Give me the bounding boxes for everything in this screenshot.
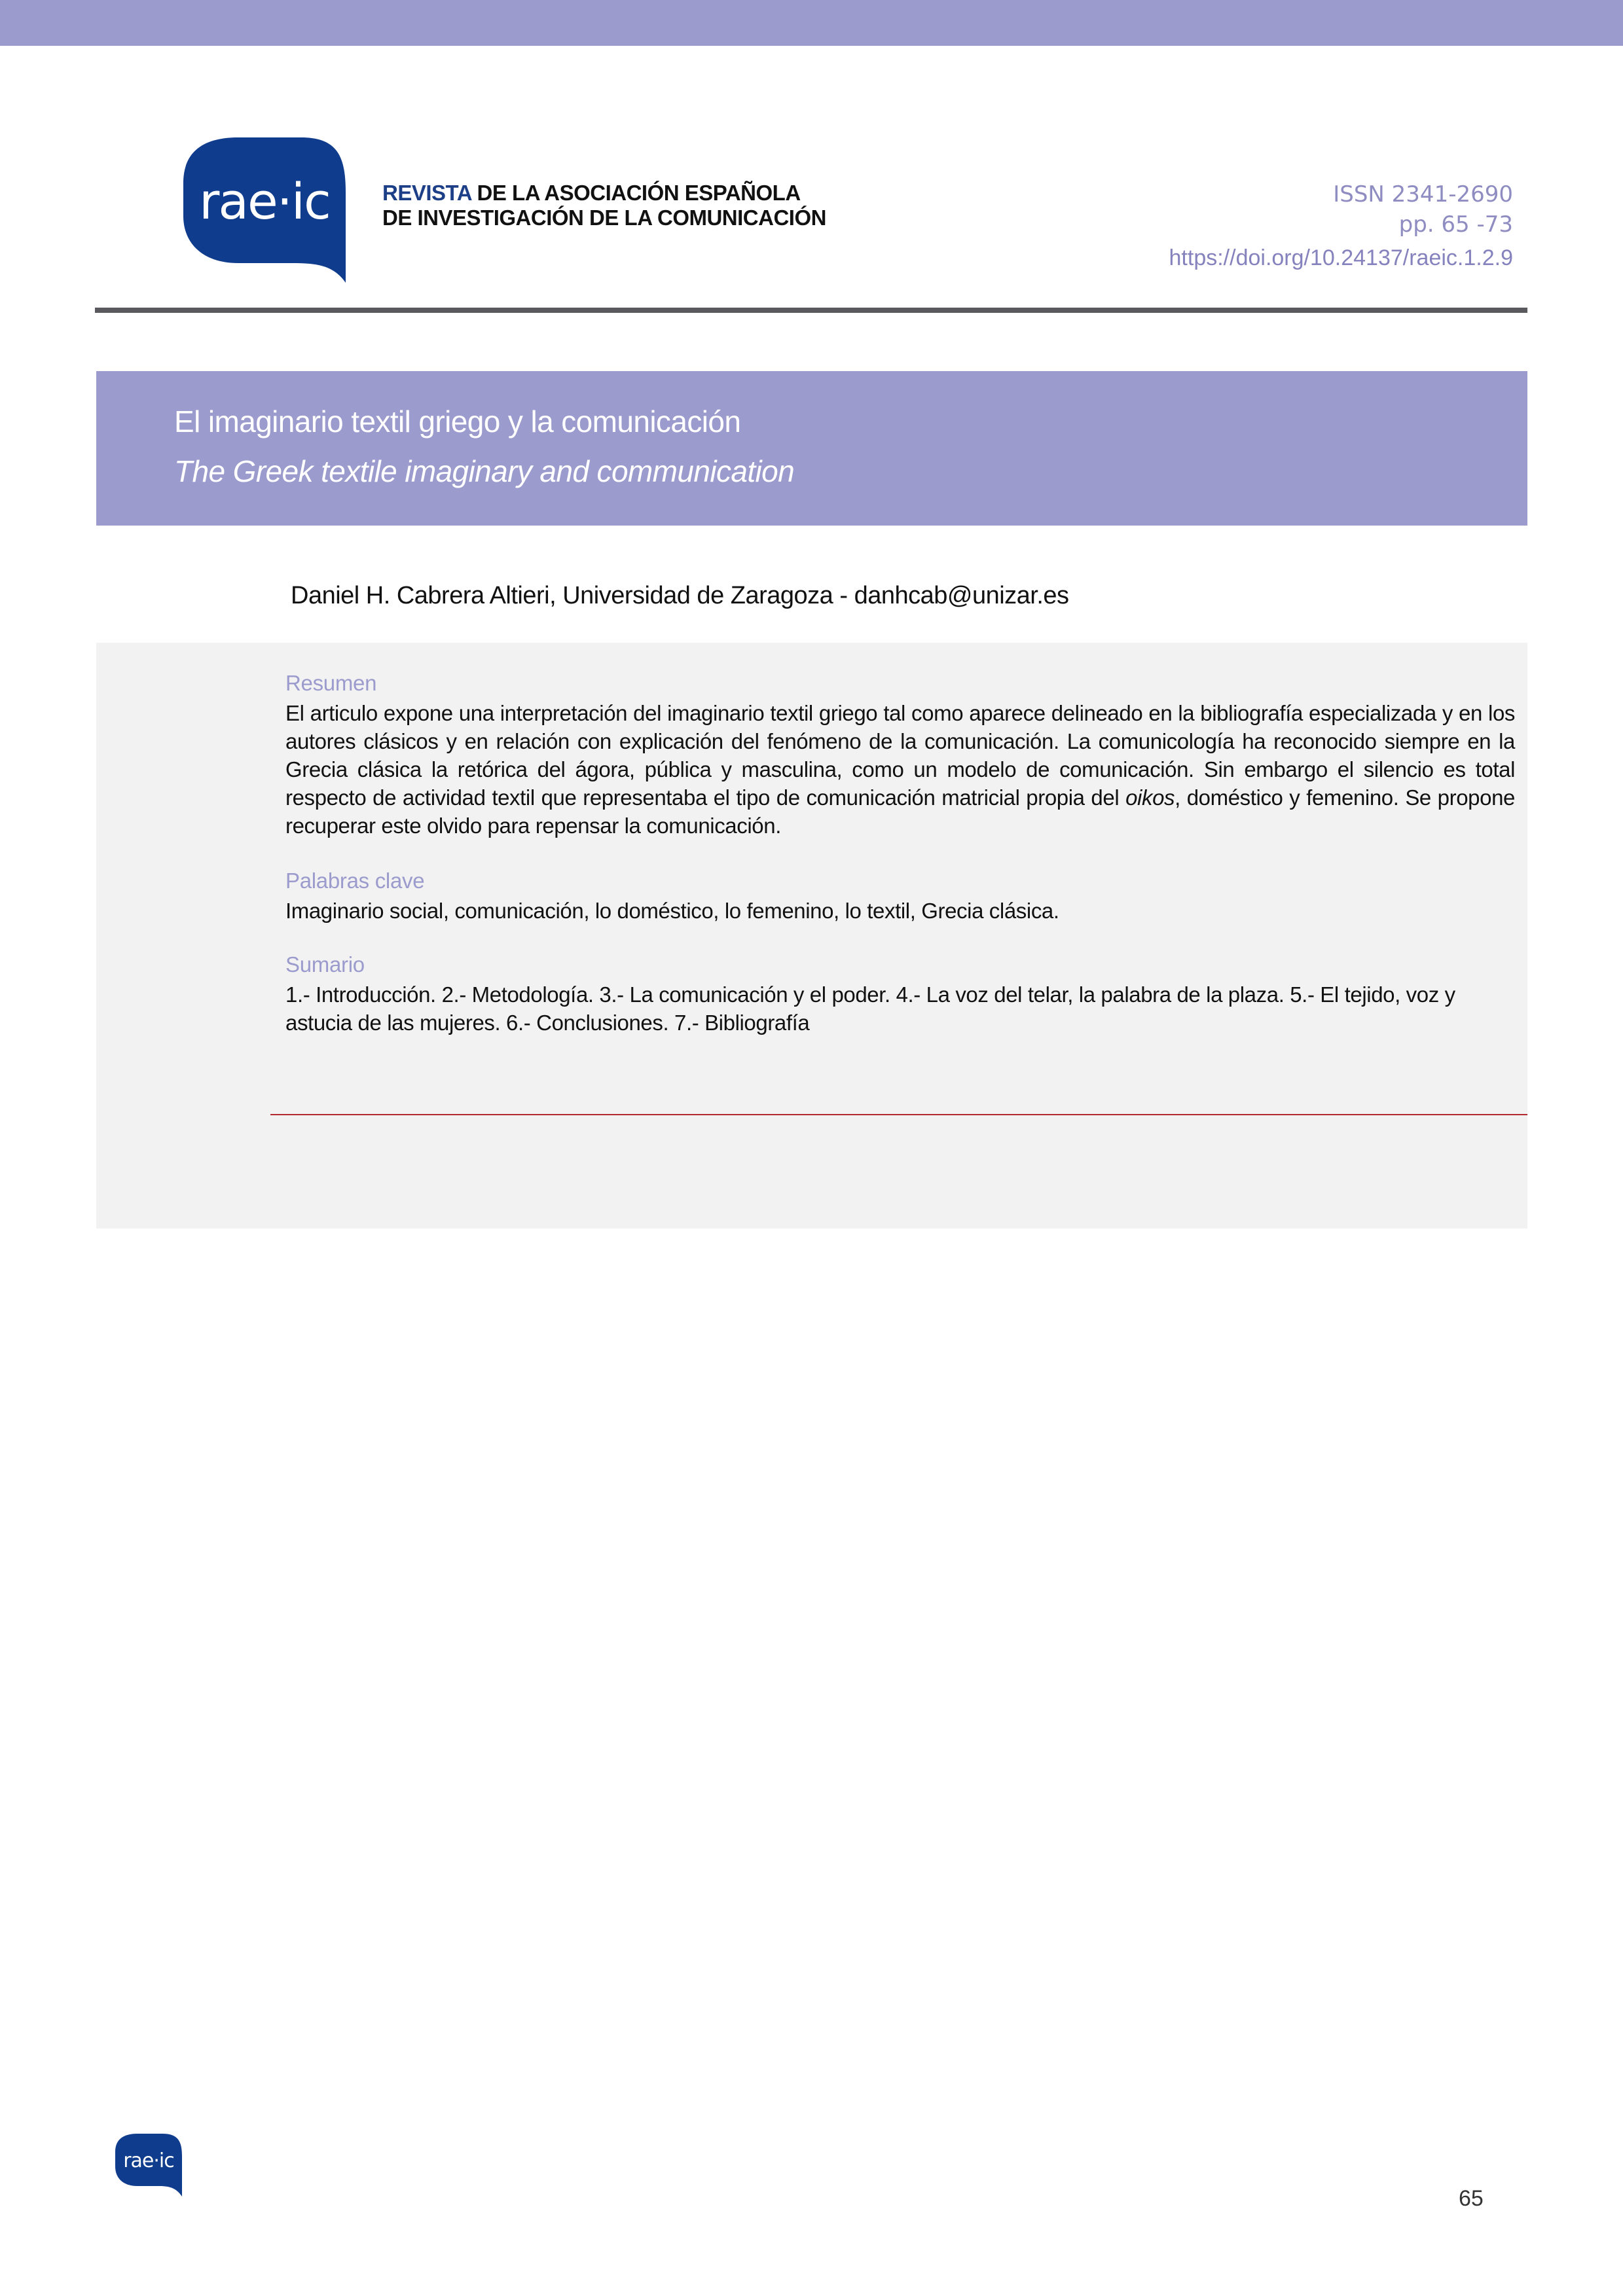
doi-link[interactable]: https://doi.org/10.24137/raeic.1.2.9 [1169, 245, 1513, 270]
page-number: 65 [1459, 2186, 1484, 2211]
author-line: Daniel H. Cabrera Altieri, Universidad de Zaragoza - danhcab@unizar.es [291, 582, 1069, 609]
article-title-es: El imaginario textil griego y la comunicación [174, 404, 741, 439]
abstract-text [285, 699, 1515, 840]
top-color-bar [0, 0, 1623, 46]
header-divider [95, 308, 1527, 313]
journal-logo-graphic [183, 137, 351, 300]
article-title-en: The Greek textile imaginary and communication [174, 454, 795, 488]
keywords-text: Imaginario social, comunicación, lo doméstico, lo femenino, lo textil, Grecia clásica. [285, 899, 1059, 923]
title-band [96, 371, 1527, 526]
footer-logo-graphic [115, 2134, 183, 2199]
abstract-text-part2: , doméstico y femenino. Se propone recuperar este olvido para repensar la comunicación. [285, 785, 1515, 838]
publication-info [1055, 179, 1513, 276]
footer-logo [115, 2134, 183, 2199]
abstract-text-part1: El articulo expone una interpretación del imaginario textil griego tal como aparece delineado en la bibliografía especializada y en los autores clásicos y en relación con explicación del fenómeno de la comunicación. La comunicología ha reconocido siempre en la Grecia clásica la retórica del ágora, pública y masculina, como un modelo de comunicación. Sin embargo el silencio es total respecto de actividad textil que representaba el tipo de comunicación matricial propia del [285, 701, 1515, 810]
footer-logo-text: rae·ic [123, 2149, 174, 2172]
abstract-heading: Resumen [285, 671, 377, 695]
issn: ISSN 2341-2690 [1333, 181, 1513, 207]
journal-logo [183, 137, 351, 300]
journal-name [382, 181, 880, 230]
summary-heading: Sumario [285, 952, 365, 977]
panel-divider [270, 1114, 1527, 1115]
keywords-heading: Palabras clave [285, 869, 425, 893]
journal-name-accent: REVISTA [382, 181, 471, 205]
abstract-italic-term: oikos [1125, 785, 1175, 810]
page-range: pp. 65 -73 [1398, 211, 1513, 238]
journal-logo-text: rae·ic [199, 172, 330, 230]
summary-text: 1.- Introducción. 2.- Metodología. 3.- La comunicación y el poder. 4.- La voz del telar, la palabra de la plaza. 5.- El tejido, voz y astucia de las mujeres. 6.- Conclusiones. 7.- Bibliografía [285, 982, 1455, 1035]
abstract-panel [96, 643, 1527, 1229]
journal-name-line1: DE LA ASOCIACIÓN ESPAÑOLA [471, 181, 801, 205]
journal-name-line2: DE INVESTIGACIÓN DE LA COMUNICACIÓN [382, 206, 826, 230]
